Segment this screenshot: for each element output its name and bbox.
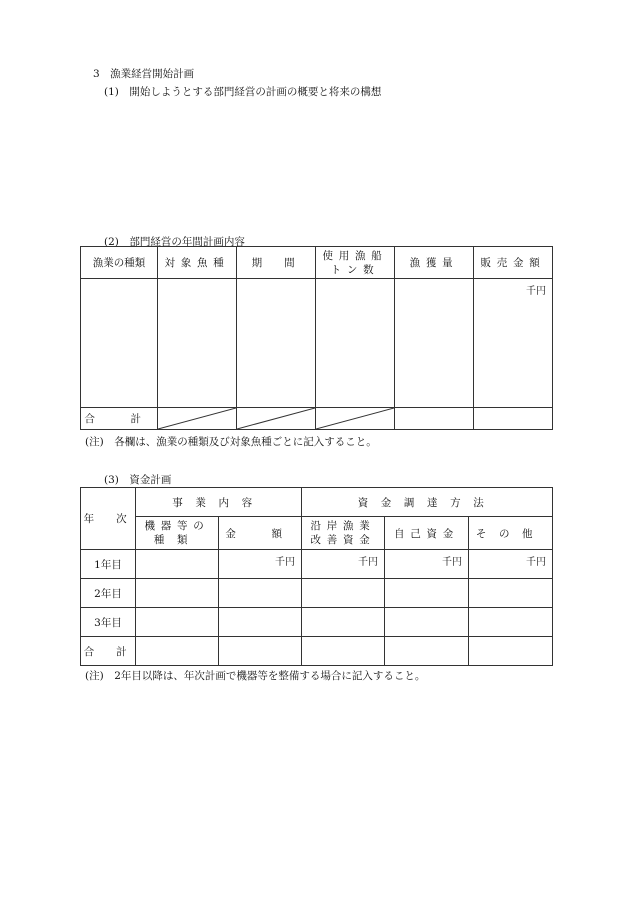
coastal-unit-label: 千円 (358, 557, 378, 568)
funding-row-year1 (81, 550, 553, 579)
annual-total-row (81, 408, 553, 430)
own-funds-cell[interactable] (385, 550, 469, 579)
total-catch-cell[interactable] (395, 408, 474, 430)
other-unit-label: 千円 (526, 557, 547, 568)
other-cell[interactable] (469, 608, 553, 637)
amount-cell[interactable] (219, 579, 302, 608)
own-funds-cell[interactable] (385, 637, 469, 666)
total-period-slashed (237, 408, 316, 430)
equipment-header-line2: 種類 (153, 534, 201, 546)
coastal-fund-cell[interactable] (302, 550, 385, 579)
annual-plan-table (80, 246, 553, 430)
coastal-header-line2: 改善資金 (310, 534, 376, 546)
equipment-type-cell[interactable] (136, 608, 219, 637)
amount-cell[interactable] (219, 608, 302, 637)
diagonal-line (158, 408, 236, 429)
funding-row-year3 (81, 608, 553, 637)
subsection-2-heading: (2) 部門経営の年間計画内容 (104, 236, 245, 248)
annual-header-row (81, 247, 553, 279)
vessel-header-line2: トン数 (330, 263, 380, 276)
fishery-type-header: 漁業の種類 (81, 247, 158, 279)
total-label: 合 計 (81, 637, 136, 666)
diagonal-line (237, 408, 315, 429)
sales-amount-header: 販売金額 (474, 247, 553, 279)
coastal-header-line1: 沿岸漁業 (310, 520, 376, 532)
subsection-1-heading: (1) 開始しようとする部門経営の計画の概要と将来の構想 (104, 86, 382, 98)
section-heading: 3 漁業経営開始計画 (93, 68, 195, 80)
annual-body-row (81, 279, 553, 408)
total-vessel-slashed (316, 408, 395, 430)
own-funds-header: 自己資金 (385, 517, 469, 550)
funding-header-row-2 (81, 517, 553, 550)
year-label: 3年目 (81, 608, 136, 637)
other-cell[interactable] (469, 579, 553, 608)
diagonal-line (316, 408, 394, 429)
own-unit-label: 千円 (442, 557, 462, 568)
other-cell[interactable] (469, 550, 553, 579)
business-content-header: 事業内容 (136, 488, 302, 517)
other-header: その他 (469, 517, 553, 550)
year-label: 2年目 (81, 579, 136, 608)
funding-header-row-1 (81, 488, 553, 517)
equipment-type-cell[interactable] (136, 579, 219, 608)
coastal-fund-header (302, 517, 385, 550)
subsection-3-heading: (3) 資金計画 (104, 474, 172, 486)
sales-unit-label: 千円 (526, 286, 546, 297)
equipment-type-header (136, 517, 219, 550)
period-cell[interactable] (237, 279, 316, 408)
funding-row-total (81, 637, 553, 666)
amount-header: 金 額 (219, 517, 302, 550)
sales-amount-cell[interactable] (474, 279, 553, 408)
amount-cell[interactable] (219, 550, 302, 579)
funding-plan-table (80, 487, 553, 666)
target-species-cell[interactable] (158, 279, 237, 408)
own-funds-cell[interactable] (385, 608, 469, 637)
funding-row-year2 (81, 579, 553, 608)
vessel-header-line1: 使用漁船 (322, 249, 388, 262)
vessel-tonnage-cell[interactable] (316, 279, 395, 408)
equipment-header-line1: 機器等の (144, 520, 210, 532)
annual-note: (注) 各欄は、漁業の種類及び対象魚種ごとに記入すること。 (85, 436, 377, 448)
total-label: 合 計 (81, 408, 158, 430)
amount-cell[interactable] (219, 637, 302, 666)
equipment-type-cell[interactable] (136, 637, 219, 666)
year-header: 年 次 (81, 488, 136, 550)
total-species-slashed (158, 408, 237, 430)
own-funds-cell[interactable] (385, 579, 469, 608)
coastal-fund-cell[interactable] (302, 637, 385, 666)
coastal-fund-cell[interactable] (302, 579, 385, 608)
equipment-type-cell[interactable] (136, 550, 219, 579)
catch-volume-header: 漁獲量 (395, 247, 474, 279)
other-cell[interactable] (469, 637, 553, 666)
financing-method-header: 資金調達方法 (302, 488, 553, 517)
catch-volume-cell[interactable] (395, 279, 474, 408)
amount-unit-label: 千円 (275, 557, 295, 568)
target-species-header: 対象魚種 (158, 247, 237, 279)
coastal-fund-cell[interactable] (302, 608, 385, 637)
funding-note: (注) 2年目以降は、年次計画で機器等を整備する場合に記入すること。 (85, 670, 426, 682)
period-header: 期 間 (237, 247, 316, 279)
fishery-type-cell[interactable] (81, 279, 158, 408)
total-sales-cell[interactable] (474, 408, 553, 430)
year-label: 1年目 (81, 550, 136, 579)
vessel-tonnage-header (316, 247, 395, 279)
